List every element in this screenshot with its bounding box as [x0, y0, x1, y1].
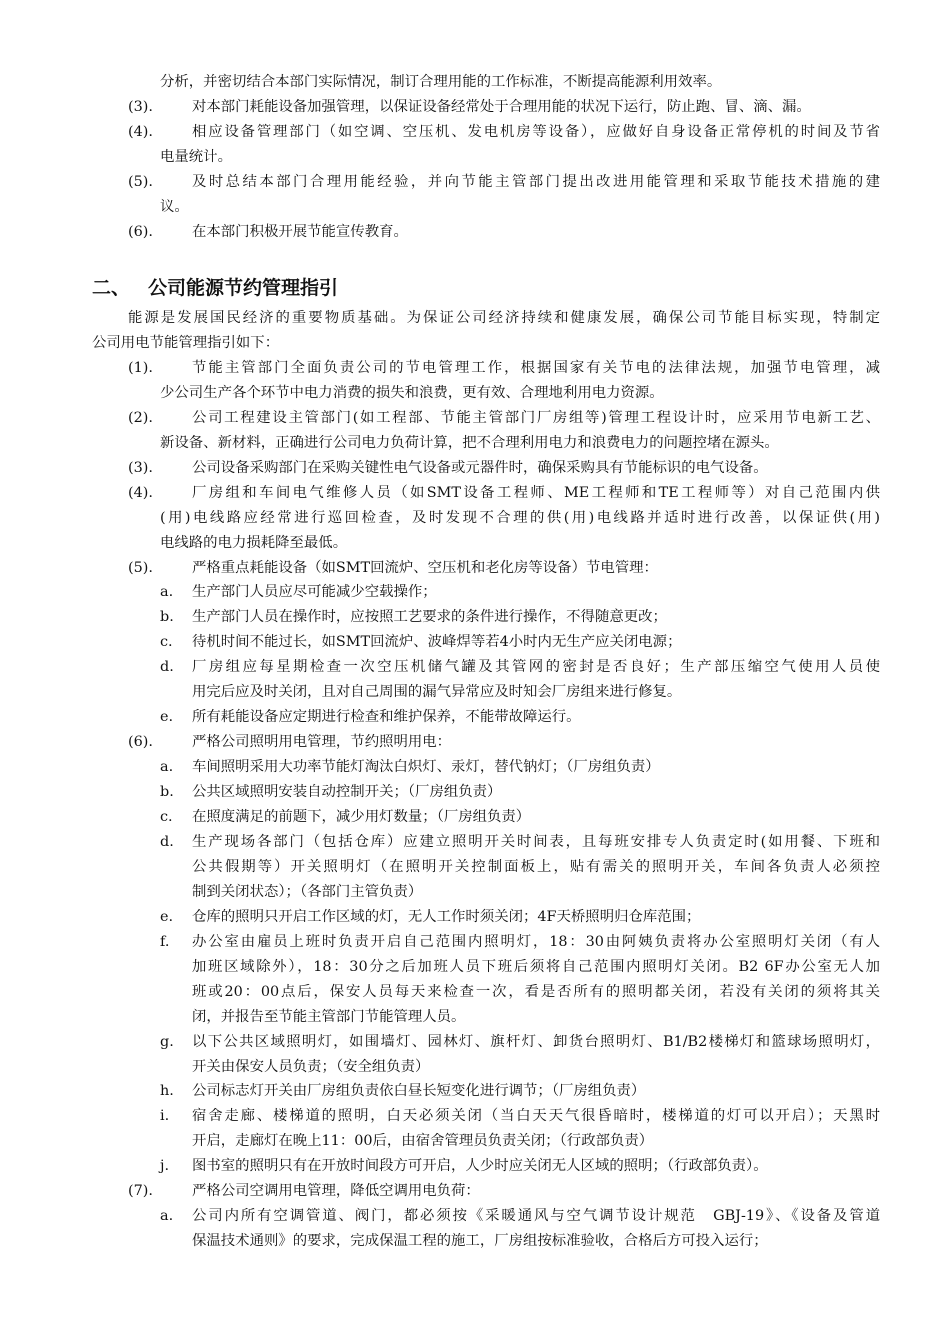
sub-item-text: 公司内所有空调管道、阀门，都必须按《采暖通风与空气调节设计规范 GBJ-19》、《设备及管道 [192, 1208, 880, 1224]
intro-paragraph: 公司用电节能管理指引如下： [92, 335, 280, 351]
list-item-text: 电线路的电力损耗降至最低。 [160, 535, 348, 551]
sub-item-text: 在照度满足的前题下，减少用灯数量；（厂房组负责） [192, 809, 531, 825]
list-item-marker: (5). [128, 174, 153, 190]
list-item-text: 相应设备管理部门（如空调、空压机、发电机房等设备），应做好自身设备正常停机的时间及节省 [192, 124, 880, 140]
sub-item-marker: a. [160, 759, 174, 775]
sub-item-text: 保温技术通则》的要求，完成保温工程的施工，厂房组按标准验收，合格后方可投入运行； [192, 1233, 768, 1249]
sub-item-text: 以下公共区域照明灯，如围墙灯、园林灯、旗杆灯、卸货台照明灯、B1/B2楼梯灯和篮球场照明灯， [192, 1034, 880, 1050]
list-item-text: (用)电线路应经常进行巡回检查，及时发现不合理的供(用)电线路并适时进行改善，以保证供(用) [160, 510, 880, 526]
list-item-marker: (6). [128, 224, 153, 240]
sub-item-text: 公共区域照明安装自动控制开关；（厂房组负责） [192, 784, 502, 800]
sub-item-marker: a. [160, 1208, 174, 1224]
sub-item-text: 公司标志灯开关由厂房组负责依白昼长短变化进行调节；（厂房组负责） [192, 1083, 646, 1099]
sub-item-text: 生产现场各部门（包括仓库）应建立照明开关时间表，且每班安排专人负责定时(如用餐、下班和 [192, 834, 880, 850]
sub-item-text: 生产部门人员在操作时，应按照工艺要求的条件进行操作，不得随意更改； [192, 609, 667, 625]
list-item-text: 厂房组和车间电气维修人员（如SMT设备工程师、ME工程师和TE工程师等）对自己范围内供 [192, 485, 880, 501]
list-item-text: 公司工程建设主管部门(如工程部、节能主管部门厂房组等)管理工程设计时，应采用节电新工艺、 [192, 410, 880, 426]
sub-item-marker: h. [160, 1083, 174, 1099]
sub-item-text: 公共假期等）开关照明灯（在照明开关控制面板上，贴有需关的照明开关，车间各负责人必须控 [192, 859, 880, 875]
list-item-text: 及时总结本部门合理用能经验，并向节能主管部门提出改进用能管理和采取节能技术措施的建 [192, 174, 880, 190]
sub-item-text: 制到关闭状态）；（各部门主管负责） [192, 884, 423, 900]
sub-item-text: 所有耗能设备应定期进行检查和维护保养，不能带故障运行。 [192, 709, 581, 725]
list-item-marker: (2). [128, 410, 153, 426]
sub-item-text: 用完后应及时关闭，且对自己周围的漏气异常应及时知会厂房组来进行修复。 [192, 684, 682, 700]
sub-item-text: 待机时间不能过长，如SMT回流炉、波峰焊等若4小时内无生产应关闭电源； [192, 634, 682, 650]
sub-item-marker: e. [160, 709, 174, 725]
sub-item-marker: e. [160, 909, 174, 925]
list-item-marker: (4). [128, 124, 153, 140]
sub-item-marker: g. [160, 1034, 174, 1050]
list-item-marker: (7). [128, 1183, 153, 1199]
sub-item-marker: d. [160, 834, 174, 850]
list-item-text: 新设备、新材料，正确进行公司电力负荷计算，把不合理利用电力和浪费电力的问题控堵在源头。 [160, 435, 779, 451]
sub-item-marker: b. [160, 609, 174, 625]
sub-item-marker: c. [160, 809, 173, 825]
sub-item-text: 厂房组应每星期检查一次空压机储气罐及其管网的密封是否良好；生产部压缩空气使用人员使 [192, 659, 880, 675]
list-item-marker: (5). [128, 560, 153, 576]
list-item-marker: (3). [128, 99, 153, 115]
list-item-text: 严格重点耗能设备（如SMT回流炉、空压机和老化房等设备）节电管理： [192, 560, 658, 576]
sub-item-text: 生产部门人员应尽可能减少空载操作； [192, 584, 437, 600]
sub-item-marker: j. [160, 1158, 170, 1174]
sub-item-text: 车间照明采用大功率节能灯淘汰白炽灯、汞灯，替代钠灯；（厂房组负责） [192, 759, 660, 775]
sub-item-text: 仓库的照明只开启工作区域的灯，无人工作时须关闭；4F天桥照明归仓库范围； [192, 909, 701, 925]
sub-item-marker: i. [160, 1108, 170, 1124]
paragraph-continuation: 分析，并密切结合本部门实际情况，制订合理用能的工作标准，不断提高能源利用效率。 [160, 74, 722, 90]
list-item-text: 节能主管部门全面负责公司的节电管理工作，根据国家有关节电的法律法规，加强节电管理，减 [192, 360, 880, 376]
list-item-marker: (1). [128, 360, 153, 376]
list-item-text: 议。 [160, 199, 189, 215]
sub-item-marker: c. [160, 634, 173, 650]
sub-item-text: 开关由保安人员负责；（安全组负责） [192, 1059, 430, 1075]
intro-paragraph: 能源是发展国民经济的重要物质基础。为保证公司经济持续和健康发展，确保公司节能目标实现，特制定 [128, 310, 880, 326]
sub-item-text: 闭，并报告至节能主管部门节能管理人员。 [192, 1009, 466, 1025]
list-item-text: 电量统计。 [160, 149, 232, 165]
sub-item-text: 加班区域除外），18：30分之后加班人员下班后须将自己范围内照明灯关闭。B2 6F办公室无人加 [192, 959, 880, 975]
sub-item-text: 办公室由雇员上班时负责开启自己范围内照明灯，18：30由阿姨负责将办公室照明灯关闭（有人 [192, 934, 880, 950]
section-number: 二、 [92, 277, 131, 299]
list-item-text: 在本部门积极开展节能宣传教育。 [192, 224, 408, 240]
list-item-marker: (3). [128, 460, 153, 476]
list-item-marker: (4). [128, 485, 153, 501]
list-item-text: 严格公司空调用电管理，降低空调用电负荷： [192, 1183, 480, 1199]
section-title: 公司能源节约管理指引 [148, 277, 339, 299]
sub-item-text: 图书室的照明只有在开放时间段方可开启，人少时应关闭无人区域的照明；（行政部负责）。 [192, 1158, 768, 1174]
list-item-text: 严格公司照明用电管理，节约照明用电： [192, 734, 452, 750]
list-item-text: 公司设备采购部门在采购关键性电气设备或元器件时，确保采购具有节能标识的电气设备。 [192, 460, 768, 476]
sub-item-marker: b. [160, 784, 174, 800]
sub-item-marker: f. [160, 934, 170, 950]
list-item-text: 对本部门耗能设备加强管理，以保证设备经常处于合理用能的状况下运行，防止跑、冒、滴、漏。 [192, 99, 811, 115]
list-item-marker: (6). [128, 734, 153, 750]
sub-item-marker: a. [160, 584, 174, 600]
sub-item-text: 宿舍走廊、楼梯道的照明，白天必须关闭（当白天天气很昏暗时，楼梯道的灯可以开启）；天黑时 [192, 1108, 880, 1124]
list-item-text: 少公司生产各个环节中电力消费的损失和浪费，更有效、合理地利用电力资源。 [160, 385, 664, 401]
sub-item-text: 开启，走廊灯在晚上11：00后，由宿舍管理员负责关闭；（行政部负责） [192, 1133, 654, 1149]
sub-item-text: 班或20：00点后，保安人员每天来检查一次，看是否所有的照明都关闭，若没有关闭的须将其关 [192, 984, 880, 1000]
sub-item-marker: d. [160, 659, 174, 675]
